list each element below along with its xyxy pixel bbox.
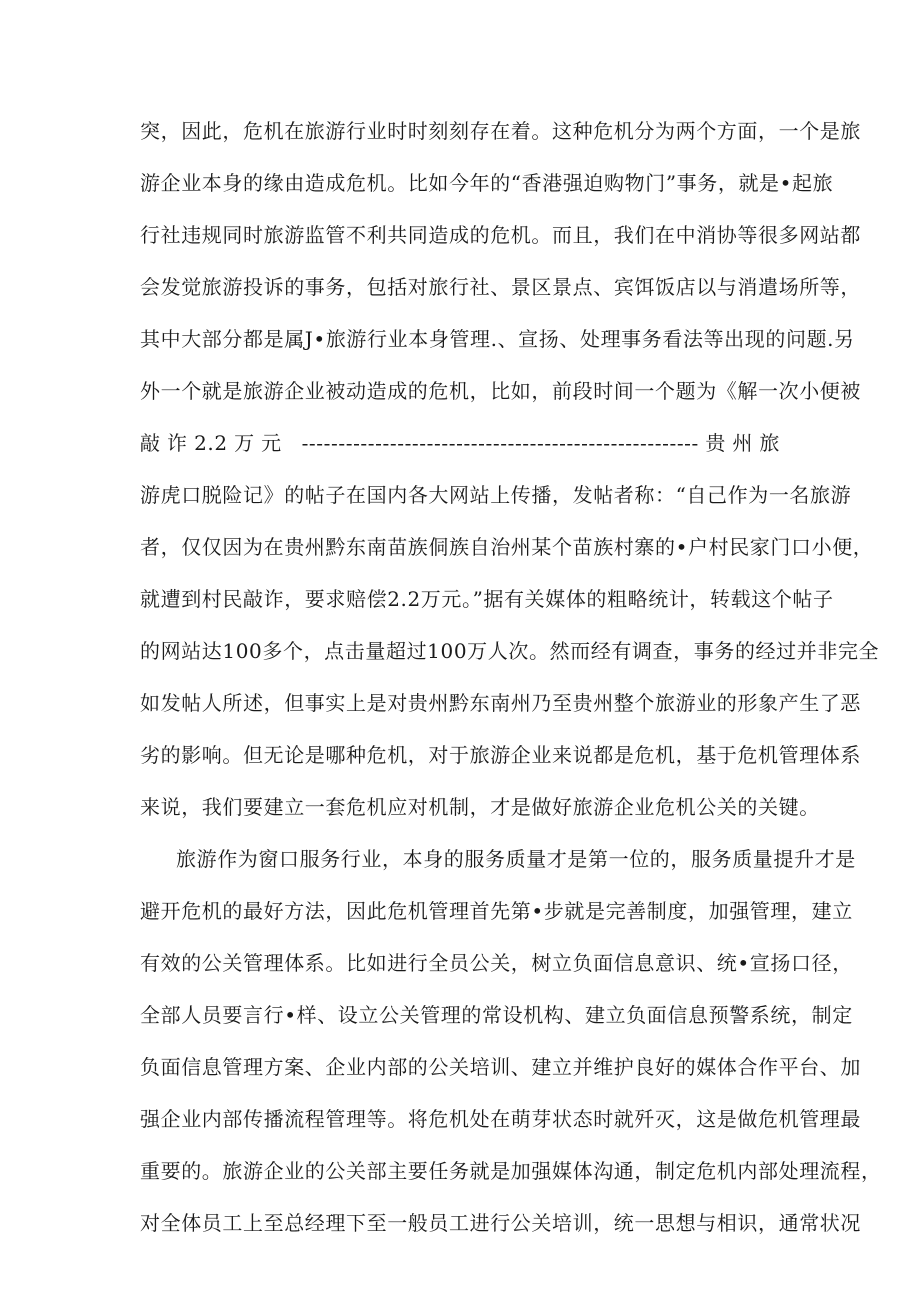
paragraph-1-line-6: 外一个就是旅游企业被动造成的危机，比如，前段时间一个题为《解一次小便被 (140, 379, 861, 403)
paragraph-2-line-2: 避开危机的最好方法，因此危机管理首先第•步就是完善制度，加强管理，建立 (140, 899, 853, 923)
paragraph-2-line-7: 重要的。旅游企业的公关部主要任务就是加强媒体沟通，制定危机内部处理流程， (140, 1159, 882, 1183)
paragraph-1-line-13: 劣的影响。但无论是哪种危机，对于旅游企业来说都是危机，基于危机管理体系 (140, 743, 861, 767)
paragraph-1-line-12: 如发帖人所述，但事实上是对贵州黔东南州乃至贵州整个旅游业的形象产生了恶 (140, 691, 861, 715)
paragraph-1-line-14: 来说，我们要建立一套危机应对机制，才是做好旅游企业危机公关的关键。 (140, 795, 820, 819)
paragraph-2-line-6: 强企业内部传播流程管理等。将危机处在萌芽状态时就歼灭，这是做危机管理最 (140, 1107, 861, 1131)
paragraph-2-line-5: 负面信息管理方案、企业内部的公关培训、建立并维护良好的媒体合作平台、加 (140, 1055, 861, 1079)
paragraph-2-line-8: 对全体员工上至总经理下至一般员工进行公关培训，统一思想与相识，通常状况 (140, 1211, 861, 1235)
paragraph-1-line-4: 会发觉旅游投诉的事务，包括对旅行社、景区景点、宾饵饭店以与消遣场所等， (140, 275, 861, 299)
paragraph-1-line-1: 突，因此，危机在旅游行业时时刻刻存在着。这种危机分为两个方面，一个是旅 (140, 119, 861, 143)
paragraph-2-line-1: 旅游作为窗口服务行业，本身的服务质量才是第一位的，服务质量提升才是 (176, 847, 856, 871)
paragraph-2-line-3: 有效的公关管理体系。比如进行全员公关，树立负面信息意识、统•宣扬口径， (140, 951, 853, 975)
paragraph-1-line-9: 者，仅仅因为在贵州黔东南苗族侗族自治州某个苗族村寨的•户村民家门口小便， (140, 535, 874, 559)
paragraph-2-line-4: 全部人员要言行•样、设立公关管理的常设机构、建立负面信息预警系统，制定 (140, 1003, 853, 1027)
paragraph-1-line-10: 就遭到村民敲诈，要求赔偿2.2万元。”据有关媒体的粗略统计，转载这个帖子 (140, 587, 834, 611)
paragraph-1-line-5: 其中大部分都是属J•旅游行业本身管理.、宣扬、处理事务看法等出现的问题.另 (140, 327, 855, 351)
paragraph-1-line-3: 行社违规同时旅游监管不利共同造成的危机。而且，我们在中消协等很多网站都 (140, 223, 861, 247)
paragraph-1-line-8: 游虎口脱险记》的帖子在国内各大网站上传播，发帖者称：“自己作为一名旅游 (140, 483, 852, 507)
paragraph-1-line-7: 敲诈2.2万元 ------------------------------------------------------贵州旅 (140, 431, 780, 455)
paragraph-1-line-11: 的网站达100多个，点击量超过100万人次。然而经有调查，事务的经过并非完全 (140, 639, 880, 663)
paragraph-1-line-2: 游企业本身的缘由造成危机。比如今年的“香港强迫购物门”事务，就是•起旅 (140, 171, 834, 195)
